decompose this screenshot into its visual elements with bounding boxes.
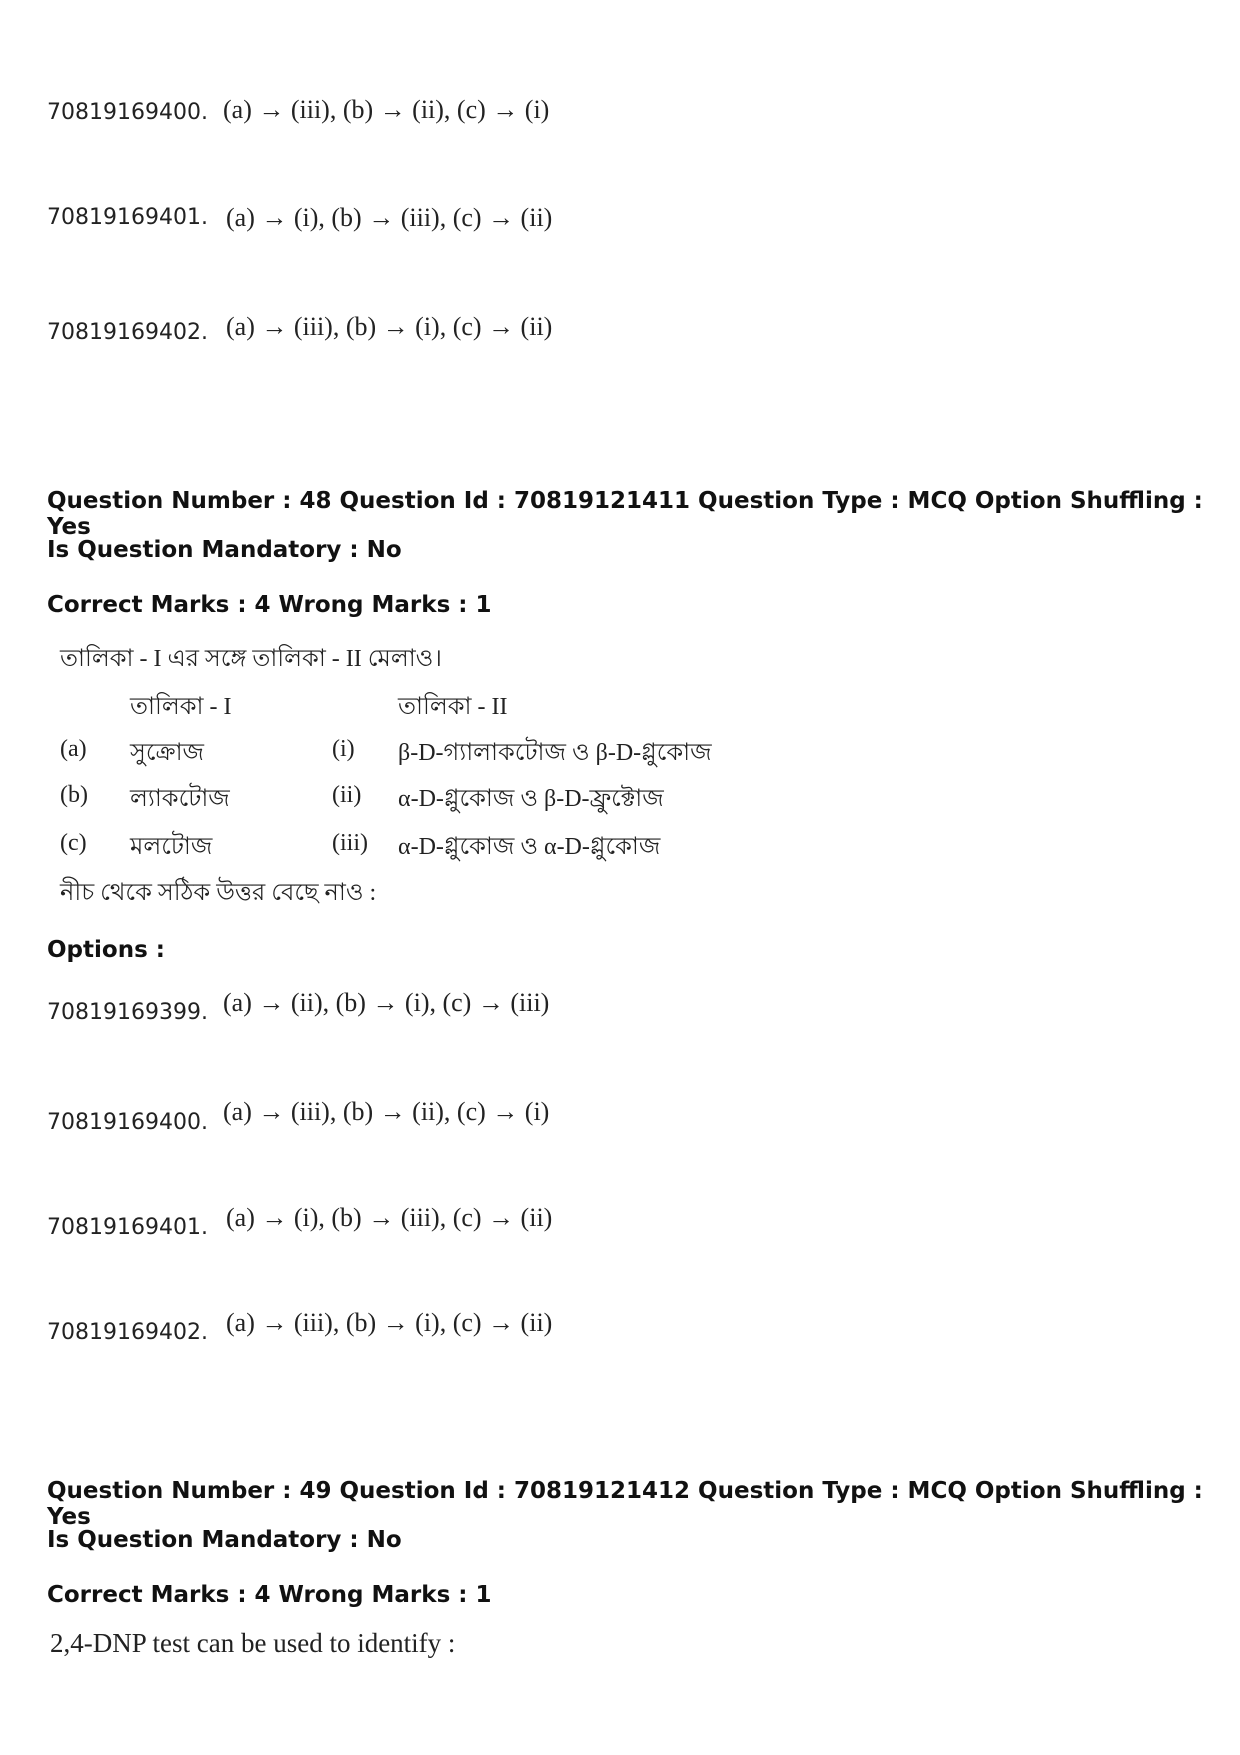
row-roman: (ii)	[332, 782, 362, 808]
question-header: Question Number : 49 Question Id : 70819121412 Question Type : MCQ Option Shuffling : Yes	[47, 1478, 1203, 1530]
row-item: মলটোজ	[130, 834, 213, 860]
option-text: (a) → (iii), (b) → (i), (c) → (ii)	[226, 312, 553, 341]
option-text: (a) → (iii), (b) → (ii), (c) → (i)	[223, 1097, 550, 1126]
row-item: সুক্রোজ	[130, 740, 204, 766]
question-mandatory: Is Question Mandatory : No	[47, 1527, 402, 1553]
column-1-title: তালিকা - I	[130, 694, 232, 720]
option-text: (a) → (i), (b) → (iii), (c) → (ii)	[226, 1203, 553, 1232]
option-row[interactable]	[47, 1000, 208, 1025]
option-text: (a) → (ii), (b) → (i), (c) → (iii)	[223, 988, 550, 1017]
row-roman: (iii)	[332, 830, 368, 856]
option-row[interactable]	[47, 1320, 208, 1345]
question-instruction: নীচ থেকে সঠিক উত্তর বেছে নাও :	[60, 880, 377, 906]
option-id: 70819169400.	[47, 1110, 208, 1135]
question-intro: তালিকা - I এর সঙ্গে তালিকা - II মেলাও।	[60, 646, 442, 672]
row-roman: (i)	[332, 736, 355, 762]
row-label: (c)	[60, 830, 87, 856]
question-marks: Correct Marks : 4 Wrong Marks : 1	[47, 1582, 492, 1608]
option-id: 70819169402.	[47, 1320, 208, 1345]
row-match: α-D-গ্লুকোজ ও β-D-ফ্রুক্টোজ	[398, 786, 664, 812]
option-text: (a) → (i), (b) → (iii), (c) → (ii)	[226, 203, 553, 232]
column-2-title: তালিকা - II	[398, 694, 508, 720]
question-mandatory: Is Question Mandatory : No	[47, 537, 402, 563]
row-match: α-D-গ্লুকোজ ও α-D-গ্লুকোজ	[398, 834, 661, 860]
question-text: 2,4-DNP test can be used to identify :	[50, 1628, 456, 1658]
option-row[interactable]	[47, 320, 208, 345]
option-id: 70819169402.	[47, 320, 208, 345]
option-text: (a) → (iii), (b) → (ii), (c) → (i)	[223, 95, 550, 124]
option-id: 70819169401.	[47, 205, 208, 230]
option-id: 70819169399.	[47, 1000, 208, 1025]
row-match: β-D-গ্যালাকটোজ ও β-D-গ্লুকোজ	[398, 740, 712, 766]
options-label: Options :	[47, 937, 165, 963]
option-row[interactable]	[47, 1110, 208, 1135]
option-row[interactable]	[47, 100, 208, 125]
row-label: (a)	[60, 736, 87, 762]
question-header: Question Number : 48 Question Id : 70819121411 Question Type : MCQ Option Shuffling : Yes	[47, 488, 1203, 540]
question-marks: Correct Marks : 4 Wrong Marks : 1	[47, 592, 492, 618]
option-id: 70819169401.	[47, 1215, 208, 1240]
row-label: (b)	[60, 782, 88, 808]
row-item: ল্যাকটোজ	[130, 786, 230, 812]
option-row[interactable]	[47, 205, 208, 230]
option-text: (a) → (iii), (b) → (i), (c) → (ii)	[226, 1308, 553, 1337]
option-id: 70819169400.	[47, 100, 208, 125]
option-row[interactable]	[47, 1215, 208, 1240]
